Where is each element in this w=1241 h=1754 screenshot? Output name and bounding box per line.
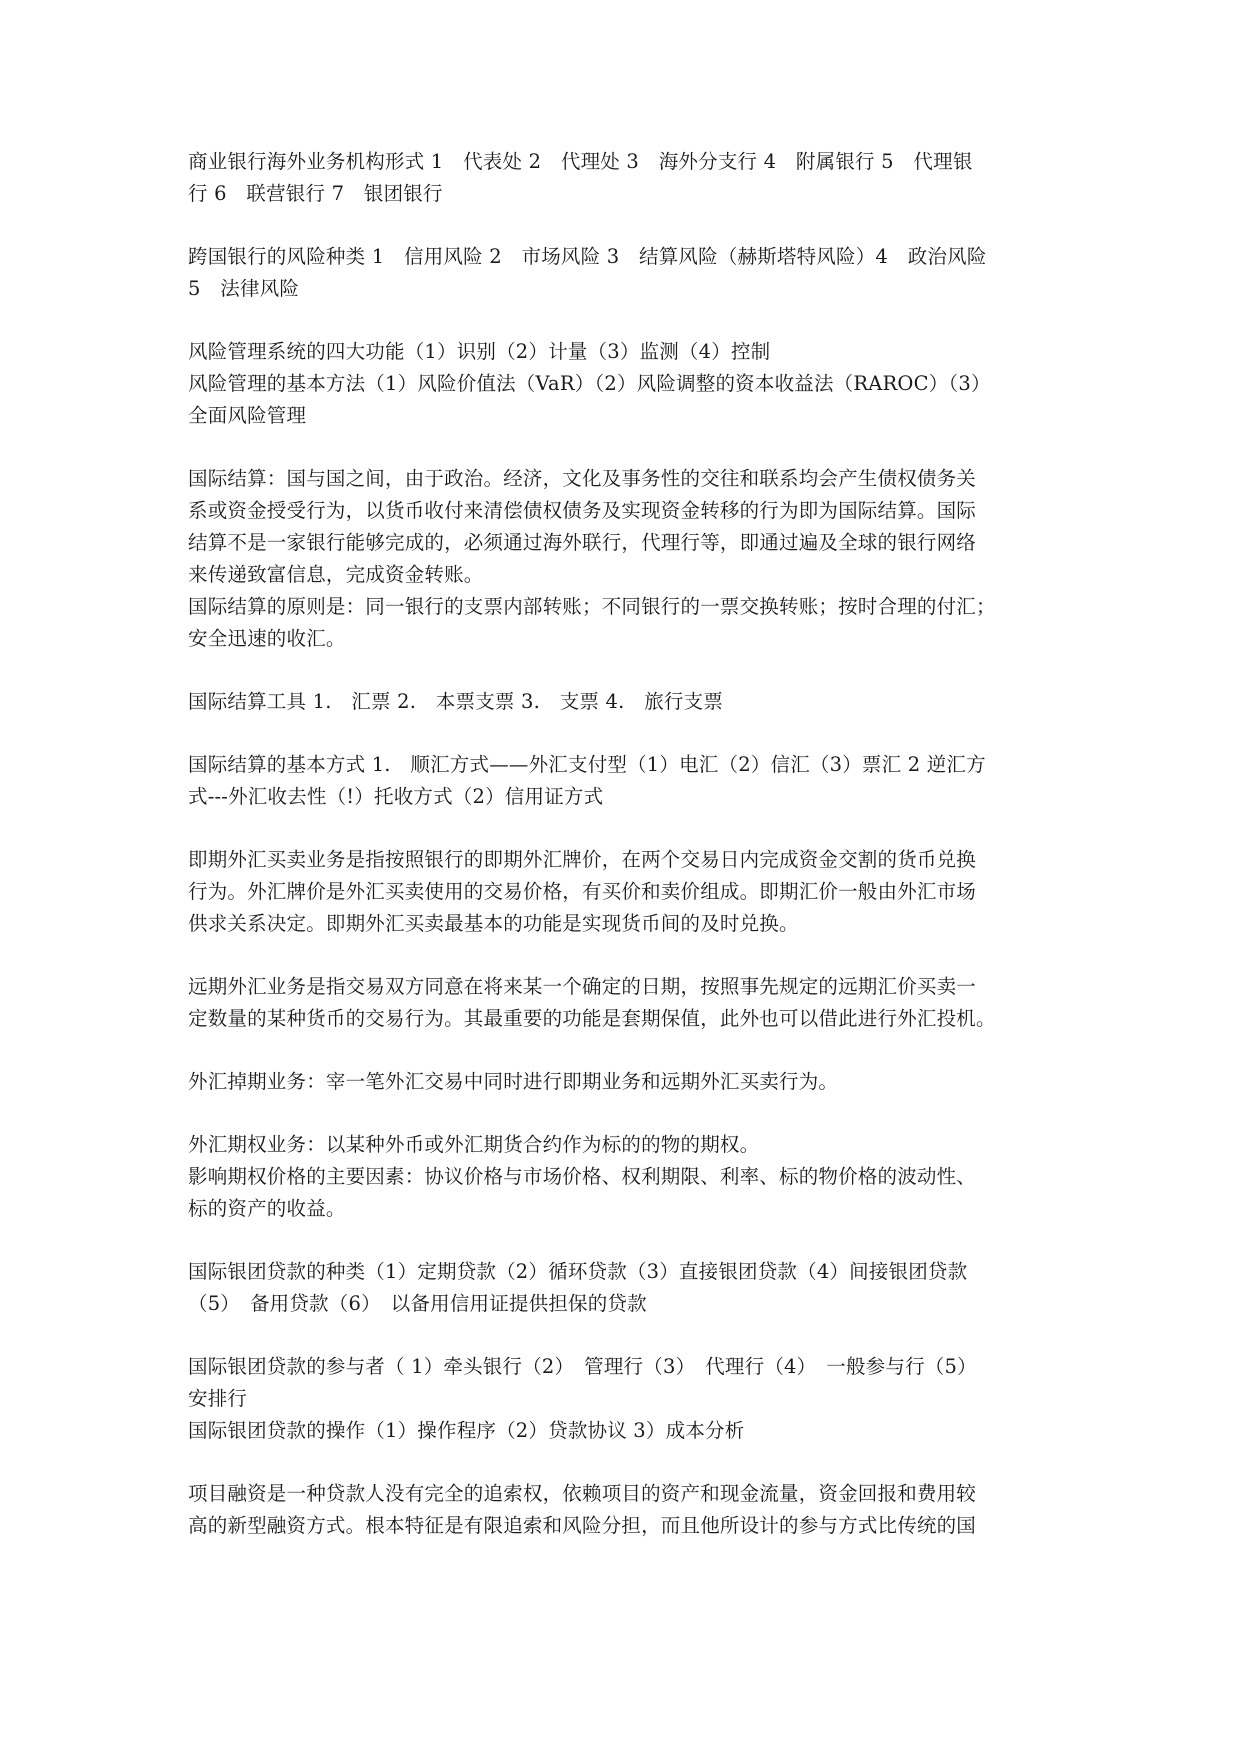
paragraph-spot-fx [188, 844, 1058, 940]
text-line: 影响期权价格的主要因素：协议价格与市场价格、权利期限、利率、标的物价格的波动性、 [188, 1165, 977, 1188]
text-line: 式---外汇收去性（!）托收方式（2）信用证方式 [188, 785, 604, 808]
text-line: 标的资产的收益。 [188, 1197, 346, 1220]
paragraph-settlement-tools [188, 686, 1058, 718]
text-line: 国际结算的基本方式 1. 顺汇方式——外汇支付型（1）电汇（2）信汇（3）票汇 2 逆汇方 [188, 753, 986, 776]
text-line: 风险管理系统的四大功能（1）识别（2）计量（3）监测（4）控制 [188, 340, 771, 363]
text-line: 高的新型融资方式。根本特征是有限追索和风险分担，而且他所设计的参与方式比传统的国 [188, 1514, 977, 1537]
text-line: 结算不是一家银行能够完成的，必须通过海外联行，代理行等，即通过遍及全球的银行网络 [188, 531, 977, 554]
paragraph-settlement-methods [188, 749, 1058, 813]
text-line: 风险管理的基本方法（1）风险价值法（VaR）（2）风险调整的资本收益法（RAROC）（3） [188, 372, 991, 395]
text-line: 安全迅速的收汇。 [188, 627, 346, 650]
paragraph-risk-types [188, 241, 1058, 305]
paragraph-fx-options [188, 1129, 1058, 1225]
paragraph-syndicated-loan-types [188, 1256, 1058, 1320]
text-line: 国际结算：国与国之间，由于政治。经济，文化及事务性的交往和联系均会产生债权债务关 [188, 467, 977, 490]
text-line: 商业银行海外业务机构形式 1 代表处 2 代理处 3 海外分支行 4 附属银行 5 代理银 [188, 150, 973, 173]
text-line: 外汇期权业务：以某种外币或外汇期货合约作为标的的物的期权。 [188, 1133, 760, 1156]
document-page [188, 146, 1058, 1573]
text-line: 国际结算的原则是：同一银行的支票内部转账；不同银行的一票交换转账；按时合理的付汇； [188, 595, 996, 618]
text-line: 远期外汇业务是指交易双方同意在将来某一个确定的日期，按照事先规定的远期汇价买卖一 [188, 975, 977, 998]
text-line: 安排行 [188, 1387, 248, 1410]
paragraph-overseas-institutions [188, 146, 1058, 210]
text-line: 外汇掉期业务：宰一笔外汇交易中同时进行即期业务和远期外汇买卖行为。 [188, 1070, 839, 1093]
paragraph-fx-swap [188, 1066, 1058, 1098]
text-line: 国际结算工具 1. 汇票 2. 本票支票 3. 支票 4. 旅行支票 [188, 690, 724, 713]
paragraph-project-finance [188, 1478, 1058, 1542]
text-line: 即期外汇买卖业务是指按照银行的即期外汇牌价，在两个交易日内完成资金交割的货币兑换 [188, 848, 977, 871]
text-line: 全面风险管理 [188, 404, 307, 427]
text-line: 来传递致富信息，完成资金转账。 [188, 563, 484, 586]
text-line: 系或资金授受行为，以货币收付来清偿债权债务及实现资金转移的行为即为国际结算。国际 [188, 499, 977, 522]
paragraph-forward-fx [188, 971, 1058, 1035]
paragraph-syndicated-loan-participants [188, 1351, 1058, 1447]
text-line: 定数量的某种货币的交易行为。其最重要的功能是套期保值，此外也可以借此进行外汇投机。 [188, 1007, 996, 1030]
text-line: 国际银团贷款的操作（1）操作程序（2）贷款协议 3）成本分析 [188, 1419, 745, 1442]
text-line: 5 法律风险 [188, 277, 300, 300]
text-line: 供求关系决定。即期外汇买卖最基本的功能是实现货币间的及时兑换。 [188, 912, 799, 935]
text-line: 项目融资是一种贷款人没有完全的追索权，依赖项目的资产和现金流量，资金回报和费用较 [188, 1482, 977, 1505]
paragraph-risk-management [188, 336, 1058, 432]
text-line: 跨国银行的风险种类 1 信用风险 2 市场风险 3 结算风险（赫斯塔特风险）4 政治风险 [188, 245, 987, 268]
text-line: （5） 备用贷款（6） 以备用信用证提供担保的贷款 [188, 1292, 647, 1315]
text-line: 行为。外汇牌价是外汇买卖使用的交易价格，有买价和卖价组成。即期汇价一般由外汇市场 [188, 880, 977, 903]
text-line: 国际银团贷款的种类（1）定期贷款（2）循环贷款（3）直接银团贷款（4）间接银团贷款 [188, 1260, 968, 1283]
text-line: 国际银团贷款的参与者（ 1）牵头银行（2） 管理行（3） 代理行（4） 一般参与行（5） [188, 1355, 977, 1378]
text-line: 行 6 联营银行 7 银团银行 [188, 182, 443, 205]
paragraph-international-settlement [188, 463, 1058, 655]
